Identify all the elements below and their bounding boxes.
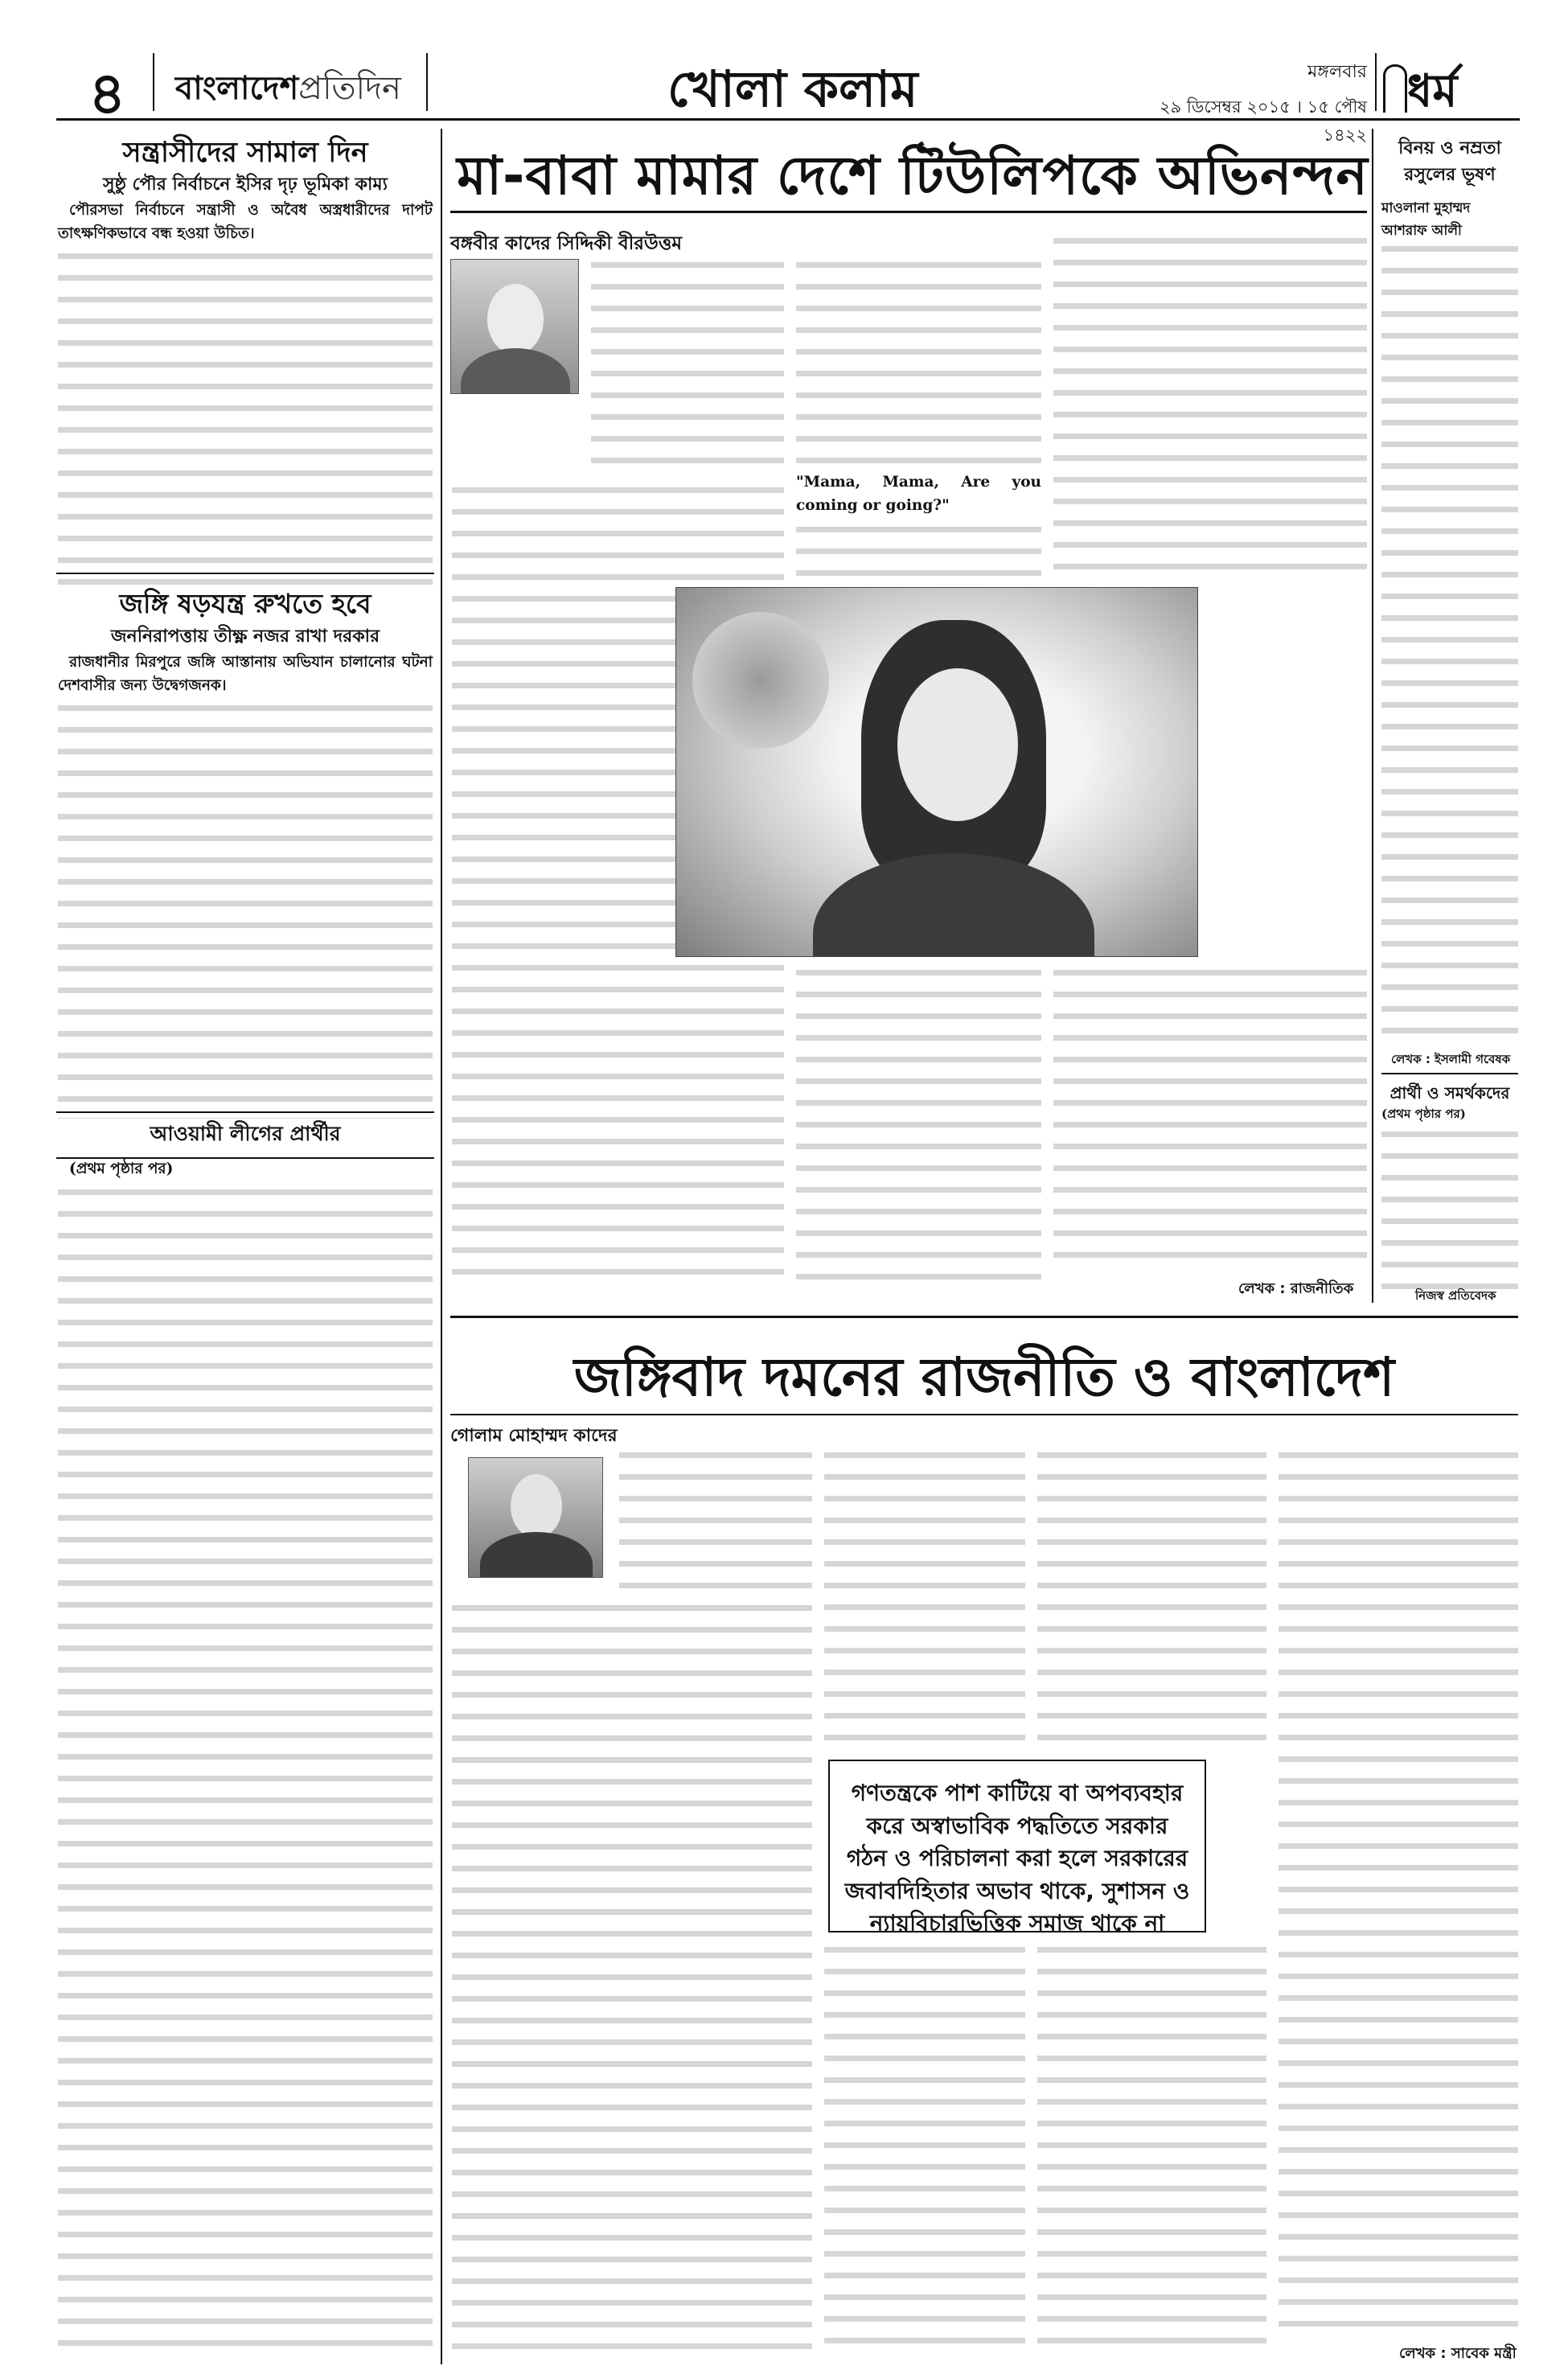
bottom-col-4 <box>1279 1448 1518 2332</box>
religion-headline: বিনয় ও নম্রতা রসুলের ভূষণ <box>1398 138 1501 185</box>
main-col-3 <box>1053 233 1367 571</box>
main-byline: বঙ্গবীর কাদের সিদ্দিকী বীরউত্তম <box>450 233 683 254</box>
editorial-1-text <box>58 248 433 586</box>
main-author-note: লেখক : রাজনীতিক <box>1238 1280 1354 1297</box>
newspaper-brand <box>175 63 401 117</box>
divider <box>450 211 1367 213</box>
column-rule <box>441 129 442 2364</box>
main-col-2b <box>796 965 1041 1287</box>
column-rule <box>1372 129 1373 1303</box>
religion-section-title: ধর্ম <box>1407 65 1458 117</box>
bottom-col-3 <box>1037 1448 1266 1749</box>
bottom-byline: গোলাম মোহাম্মদ কাদের <box>450 1426 618 1446</box>
editorial-2-headline: জঙ্গি ষড়যন্ত্র রুখতে হবে <box>119 588 371 619</box>
editorial-2-lead: রাজধানীর মিরপুরে জঙ্গি আস্তানায় অভিযান চালানোর ঘটনা দেশবাসীর জন্য উদ্বেগজনক। <box>58 654 433 694</box>
candidates-body <box>1381 1105 1518 1300</box>
masthead <box>56 47 1520 145</box>
bottom-headline: জঙ্গিবাদ দমনের রাজনীতি ও বাংলাদেশ <box>573 1346 1395 1408</box>
divider <box>426 53 428 111</box>
news-lead: (প্রথম পৃষ্ঠার পর) <box>69 1160 174 1177</box>
pull-quote: গণতন্ত্রকে পাশ কাটিয়ে বা অপব্যবহার করে অস্বাভাবিক পদ্ধতিতে সরকার গঠন ও পরিচালনা করা হলে সরকারের জবাবদিহিতার অভাব থাকে, সুশাসন ও ন্যায়বিচারভিত্তিক সমাজ থাকে না <box>828 1760 1206 1932</box>
tulip-photo <box>675 587 1198 957</box>
brand-prefix: বাংলাদেশ <box>175 70 299 107</box>
main-col-2 <box>796 257 1041 610</box>
divider <box>450 1316 1518 1318</box>
editorial-1-headline: সন্ত্রাসীদের সামাল দিন <box>122 137 368 169</box>
issue-date: ২৯ ডিসেম্বর ২০১৫ । ১৫ পৌষ ১৪২২ <box>1159 97 1367 145</box>
page-number: ৪ <box>88 60 126 127</box>
editorial-2-text <box>58 700 433 1119</box>
divider <box>153 53 154 111</box>
main-quote: "Mama, Mama, Are you coming or going?" <box>796 474 1041 514</box>
issue-day: মঙ্গলবার <box>1307 62 1367 82</box>
bottom-author-note: লেখক : সাবেক মন্ত্রী <box>1399 2345 1517 2362</box>
mosque-icon <box>1383 64 1407 113</box>
news-headline: আওয়ামী লীগের প্রার্থীর <box>56 1111 434 1159</box>
religion-byline: মাওলানা মুহাম্মদ আশরাফ আলী <box>1381 200 1471 239</box>
bottom-col-1b <box>452 1600 812 2356</box>
news-body <box>58 1158 433 2359</box>
candidates-headline: প্রার্থী ও সমর্থকদের <box>1389 1083 1510 1103</box>
candidates-credit: নিজস্ব প্রতিবেদক <box>1415 1288 1496 1303</box>
editorial-1-lead: পৌরসভা নির্বাচনে সন্ত্রাসী ও অবৈধ অস্ত্রধারীদের দাপট তাৎক্ষণিকভাবে বন্ধ হওয়া উচিত। <box>58 202 433 242</box>
religion-body <box>1381 241 1518 1045</box>
section-title: খোলা কলাম <box>667 60 918 118</box>
divider <box>1381 1073 1518 1074</box>
brand-suffix: প্রতিদিন <box>298 70 401 107</box>
religion-author-note: লেখক : ইসলামী গবেষক <box>1391 1052 1511 1066</box>
divider <box>1375 53 1377 111</box>
bottom-col-3b <box>1037 1942 1266 2344</box>
divider <box>450 1414 1518 1415</box>
candidates-lead: (প্রথম পৃষ্ঠার পর) <box>1381 1107 1466 1121</box>
author-photo <box>468 1457 603 1578</box>
editorial-2-deck: জননিরাপত্তায় তীক্ষ্ণ নজর রাখা দরকার <box>110 626 380 647</box>
bottom-col-1a <box>619 1448 812 1592</box>
divider <box>56 573 434 574</box>
main-col-3b <box>1053 965 1367 1263</box>
editorial-1-body <box>58 199 433 586</box>
editorial-1-deck: সুষ্ঠু পৌর নির্বাচনে ইসির দৃঢ় ভূমিকা কাম্য <box>103 175 388 195</box>
bottom-col-2 <box>824 1448 1025 1749</box>
editorial-2-body <box>58 651 433 1119</box>
bottom-col-2b <box>824 1942 1025 2344</box>
author-photo <box>450 259 579 394</box>
main-headline: মা-বাবা মামার দেশে টিউলিপকে অভিনন্দন <box>457 145 1369 207</box>
news-text <box>58 1185 433 2359</box>
main-col-1a <box>591 257 784 474</box>
